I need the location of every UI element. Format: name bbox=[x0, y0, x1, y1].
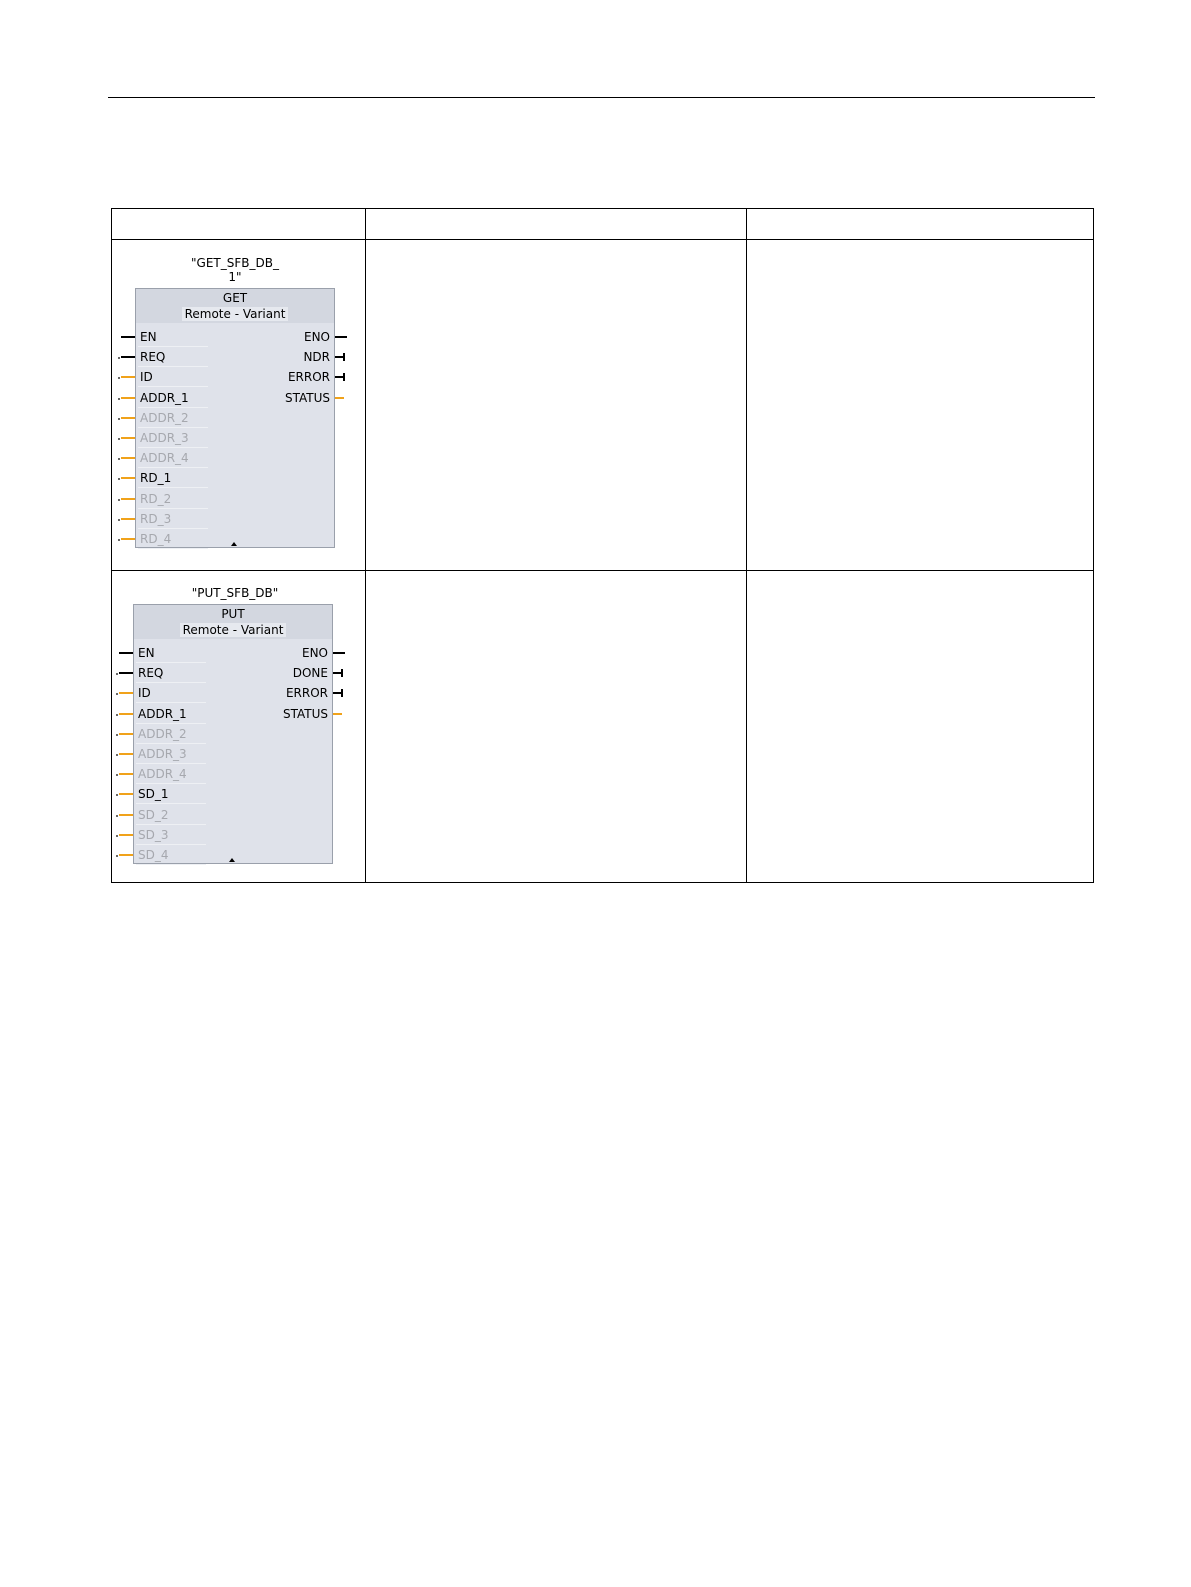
input-pin-en[interactable]: EN bbox=[138, 328, 208, 347]
put-block-title: PUT bbox=[221, 607, 245, 621]
connection-dot bbox=[116, 693, 118, 695]
connection-dot bbox=[116, 754, 118, 756]
connection-dot bbox=[116, 734, 118, 736]
header-cell bbox=[366, 209, 747, 240]
input-wire bbox=[119, 854, 133, 856]
input-pin-en[interactable]: EN bbox=[136, 644, 206, 663]
input-pin-addr_3[interactable]: ADDR_3 bbox=[136, 745, 206, 764]
input-pin-req[interactable]: REQ bbox=[136, 664, 206, 683]
input-wire bbox=[121, 417, 135, 419]
connection-dot bbox=[118, 398, 120, 400]
connection-dot bbox=[118, 418, 120, 420]
get-subtitle-text: Remote - Variant bbox=[182, 307, 289, 321]
input-pin-addr_4[interactable]: ADDR_4 bbox=[136, 765, 206, 784]
input-wire bbox=[119, 814, 133, 816]
connection-dot bbox=[118, 499, 120, 501]
input-pin-rd_2[interactable]: RD_2 bbox=[138, 490, 208, 509]
connection-dot bbox=[118, 438, 120, 440]
connection-dot bbox=[118, 478, 120, 480]
input-wire bbox=[119, 753, 133, 755]
output-pin-status[interactable]: STATUS bbox=[284, 390, 330, 405]
input-wire bbox=[121, 437, 135, 439]
put-block-box[interactable] bbox=[133, 604, 333, 864]
input-pin-sd_2[interactable]: SD_2 bbox=[136, 806, 206, 825]
input-wire bbox=[121, 376, 135, 378]
connection-dot bbox=[118, 377, 120, 379]
input-wire bbox=[121, 498, 135, 500]
put-instance-name: "PUT_SFB_DB" bbox=[191, 586, 279, 600]
input-wire bbox=[121, 477, 135, 479]
input-wire bbox=[121, 518, 135, 520]
connection-dot bbox=[118, 539, 120, 541]
input-pin-rd_1[interactable]: RD_1 bbox=[138, 469, 208, 488]
get-instance-name: "GET_SFB_DB_ 1" bbox=[191, 256, 279, 284]
description-cell bbox=[366, 571, 747, 883]
output-wire bbox=[335, 397, 344, 399]
output-pin-status[interactable]: STATUS bbox=[282, 706, 328, 721]
input-wire bbox=[119, 672, 133, 674]
input-pin-id[interactable]: ID bbox=[136, 684, 206, 703]
input-pin-rd_4[interactable]: RD_4 bbox=[138, 530, 208, 549]
table-row bbox=[112, 240, 1094, 571]
table-header-row bbox=[112, 209, 1094, 240]
input-pin-req[interactable]: REQ bbox=[138, 348, 208, 367]
bool-terminal-icon bbox=[341, 689, 343, 697]
connection-dot bbox=[116, 714, 118, 716]
get-block-title: GET bbox=[222, 291, 248, 305]
output-pin-error[interactable]: ERROR bbox=[285, 686, 328, 701]
input-wire bbox=[121, 397, 135, 399]
connection-dot bbox=[118, 519, 120, 521]
input-pin-addr_1[interactable]: ADDR_1 bbox=[136, 705, 206, 724]
header-cell bbox=[112, 209, 366, 240]
output-wire bbox=[335, 336, 347, 338]
input-wire bbox=[121, 538, 135, 540]
input-pin-sd_1[interactable]: SD_1 bbox=[136, 785, 206, 804]
bool-terminal-icon bbox=[341, 669, 343, 677]
bool-terminal-icon bbox=[343, 353, 345, 361]
input-wire bbox=[119, 773, 133, 775]
input-wire bbox=[119, 733, 133, 735]
instruction-table bbox=[111, 208, 1094, 883]
connection-dot bbox=[116, 673, 118, 675]
output-wire bbox=[333, 652, 345, 654]
input-wire bbox=[119, 713, 133, 715]
input-pin-addr_2[interactable]: ADDR_2 bbox=[136, 725, 206, 744]
output-pin-error[interactable]: ERROR bbox=[287, 370, 330, 385]
connection-dot bbox=[116, 815, 118, 817]
connection-dot bbox=[116, 774, 118, 776]
input-wire bbox=[121, 336, 135, 338]
output-pin-eno[interactable]: ENO bbox=[303, 330, 330, 344]
input-wire bbox=[121, 457, 135, 459]
connection-dot bbox=[116, 835, 118, 837]
notes-cell bbox=[747, 240, 1094, 571]
get-block-subtitle bbox=[136, 306, 334, 322]
expand-arrow-icon[interactable] bbox=[231, 542, 237, 546]
input-pin-sd_3[interactable]: SD_3 bbox=[136, 826, 206, 845]
input-pin-addr_4[interactable]: ADDR_4 bbox=[138, 449, 208, 468]
put-subtitle-text: Remote - Variant bbox=[180, 623, 287, 637]
connection-dot bbox=[116, 855, 118, 857]
input-pin-id[interactable]: ID bbox=[138, 368, 208, 387]
input-wire bbox=[119, 692, 133, 694]
output-wire bbox=[333, 713, 342, 715]
header-rule bbox=[108, 97, 1095, 98]
input-pin-rd_3[interactable]: RD_3 bbox=[138, 510, 208, 529]
output-pin-done[interactable]: DONE bbox=[292, 666, 328, 681]
input-pin-addr_1[interactable]: ADDR_1 bbox=[138, 389, 208, 408]
connection-dot bbox=[118, 458, 120, 460]
input-wire bbox=[119, 652, 133, 654]
input-pin-addr_2[interactable]: ADDR_2 bbox=[138, 409, 208, 428]
put-block-cell bbox=[112, 571, 366, 883]
connection-dot bbox=[116, 794, 118, 796]
output-pin-eno[interactable]: ENO bbox=[301, 646, 328, 660]
input-wire bbox=[121, 356, 135, 358]
input-wire bbox=[119, 793, 133, 795]
bool-terminal-icon bbox=[343, 373, 345, 381]
input-pin-addr_3[interactable]: ADDR_3 bbox=[138, 429, 208, 448]
input-pin-sd_4[interactable]: SD_4 bbox=[136, 846, 206, 865]
header-cell bbox=[747, 209, 1094, 240]
table-row bbox=[112, 571, 1094, 883]
notes-cell bbox=[747, 571, 1094, 883]
input-wire bbox=[119, 834, 133, 836]
connection-dot bbox=[118, 357, 120, 359]
output-pin-ndr[interactable]: NDR bbox=[303, 350, 330, 365]
expand-arrow-icon[interactable] bbox=[229, 858, 235, 862]
get-block-cell bbox=[112, 240, 366, 571]
description-cell bbox=[366, 240, 747, 571]
get-block-box[interactable] bbox=[135, 288, 335, 548]
put-block-subtitle bbox=[134, 622, 332, 638]
